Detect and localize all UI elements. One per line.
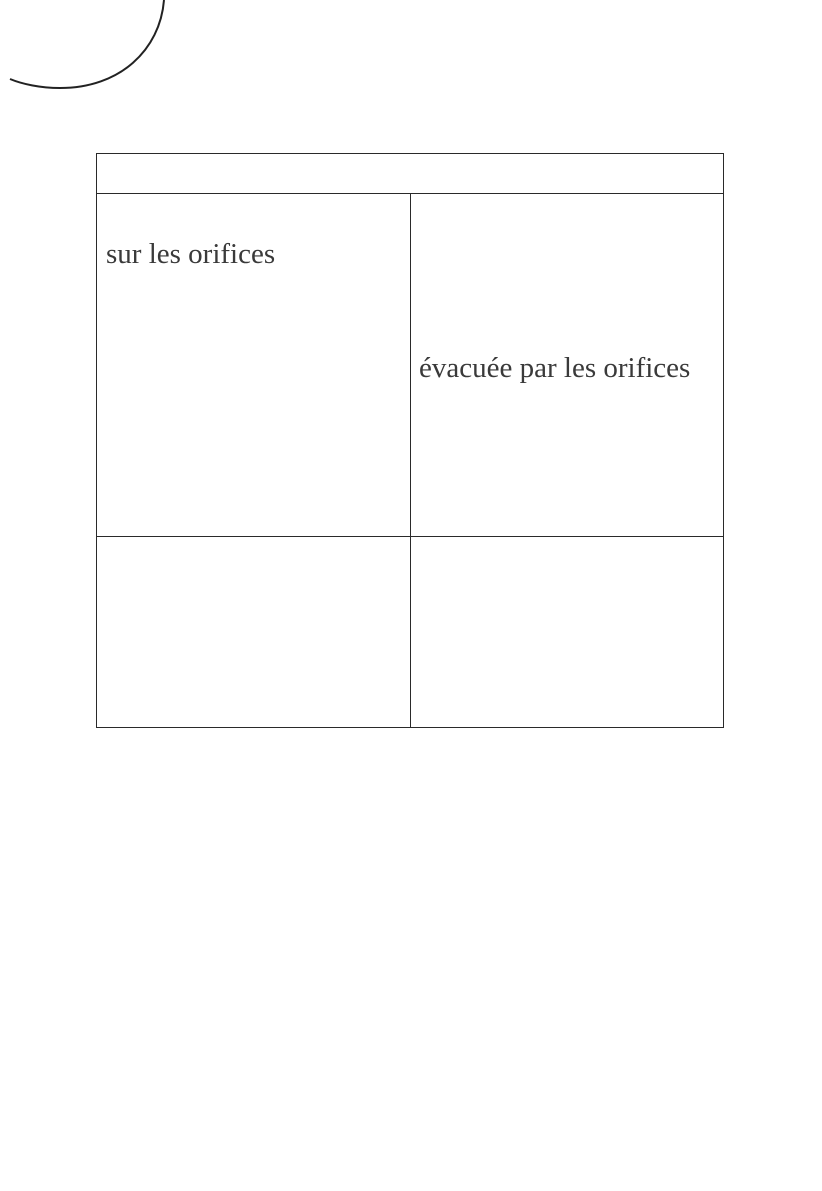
table-cell-row2-right xyxy=(411,537,724,728)
cell-text-row1-left: sur les orifices xyxy=(106,238,276,270)
cell-text-row1-right: évacuée par les orifices xyxy=(419,352,691,384)
document-table xyxy=(96,153,724,728)
table-cell-row1-left xyxy=(97,194,410,536)
corner-arc-decoration xyxy=(0,0,200,110)
table-cell-row1-right xyxy=(411,194,724,536)
table-cell-row2-left xyxy=(97,537,410,728)
table-header-cell xyxy=(97,154,723,194)
